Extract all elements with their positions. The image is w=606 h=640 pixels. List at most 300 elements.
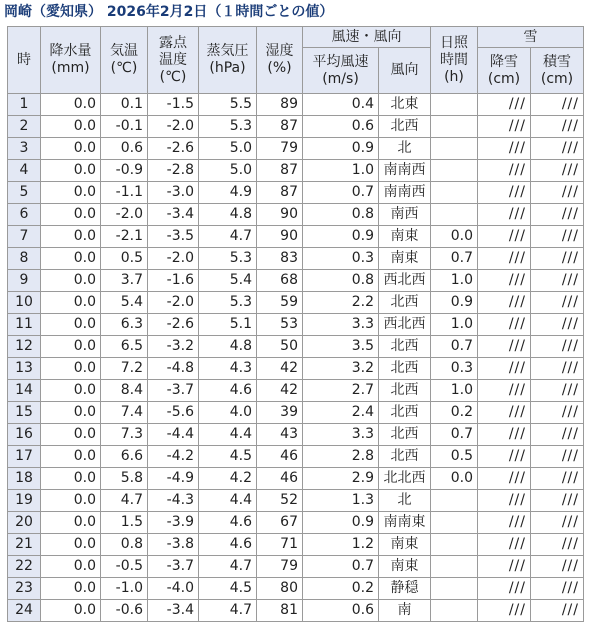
- sunshine-cell: [431, 160, 478, 182]
- wind-speed-cell: 0.2: [303, 578, 379, 600]
- sunshine-cell: [431, 490, 478, 512]
- humidity-cell: 43: [257, 424, 303, 446]
- sunshine-cell: [431, 600, 478, 622]
- dew-point-cell: -2.0: [148, 292, 199, 314]
- precipitation-cell: 0.0: [41, 468, 101, 490]
- sunshine-cell: 0.7: [431, 336, 478, 358]
- sunshine-cell: [431, 94, 478, 116]
- hour-cell: 11: [8, 314, 41, 336]
- dew-point-cell: -4.3: [148, 490, 199, 512]
- table-row: [8, 248, 584, 270]
- wind-direction-cell: 北東: [379, 94, 431, 116]
- snow-depth-cell: ///: [531, 270, 584, 292]
- wind-speed-cell: 0.6: [303, 600, 379, 622]
- dew-point-cell: -3.8: [148, 534, 199, 556]
- dew-point-cell: -4.4: [148, 424, 199, 446]
- humidity-cell: 87: [257, 116, 303, 138]
- wind-direction-cell: 西北西: [379, 270, 431, 292]
- snow-depth-cell: ///: [531, 600, 584, 622]
- wind-direction-cell: 静穏: [379, 578, 431, 600]
- hour-cell: 13: [8, 358, 41, 380]
- dew-point-cell: -4.8: [148, 358, 199, 380]
- humidity-cell: 83: [257, 248, 303, 270]
- temperature-cell: 0.5: [101, 248, 148, 270]
- table-row: [8, 138, 584, 160]
- snow-depth-cell: ///: [531, 358, 584, 380]
- precipitation-cell: 0.0: [41, 182, 101, 204]
- hour-cell: 19: [8, 490, 41, 512]
- wind-speed-cell: 0.8: [303, 204, 379, 226]
- humidity-cell: 90: [257, 204, 303, 226]
- temperature-cell: 4.7: [101, 490, 148, 512]
- precipitation-cell: 0.0: [41, 534, 101, 556]
- hour-cell: 23: [8, 578, 41, 600]
- table-row: [8, 534, 584, 556]
- temperature-cell: -0.9: [101, 160, 148, 182]
- table-row: [8, 490, 584, 512]
- temperature-cell: 1.5: [101, 512, 148, 534]
- table-row: [8, 160, 584, 182]
- snow-depth-cell: ///: [531, 160, 584, 182]
- hour-cell: 3: [8, 138, 41, 160]
- temperature-cell: 0.8: [101, 534, 148, 556]
- precipitation-cell: 0.0: [41, 446, 101, 468]
- snowfall-cell: ///: [478, 314, 531, 336]
- dew-point-cell: -1.6: [148, 270, 199, 292]
- header-snowfall: 降雪 (cm): [478, 48, 531, 94]
- table-row: [8, 116, 584, 138]
- wind-direction-cell: 南南西: [379, 160, 431, 182]
- precipitation-cell: 0.0: [41, 94, 101, 116]
- wind-direction-cell: 北西: [379, 380, 431, 402]
- snow-depth-cell: ///: [531, 424, 584, 446]
- page-title: 岡崎（愛知県） 2026年2月2日（１時間ごとの値）: [4, 4, 334, 20]
- wind-speed-cell: 3.2: [303, 358, 379, 380]
- wind-speed-cell: 2.9: [303, 468, 379, 490]
- snow-depth-cell: ///: [531, 556, 584, 578]
- humidity-cell: 42: [257, 358, 303, 380]
- vapor-pressure-cell: 4.7: [199, 556, 257, 578]
- humidity-cell: 80: [257, 578, 303, 600]
- vapor-pressure-cell: 5.0: [199, 138, 257, 160]
- snowfall-cell: ///: [478, 600, 531, 622]
- temperature-cell: 3.7: [101, 270, 148, 292]
- sunshine-cell: [431, 116, 478, 138]
- temperature-cell: -0.6: [101, 600, 148, 622]
- snowfall-cell: ///: [478, 248, 531, 270]
- wind-direction-cell: 北西: [379, 292, 431, 314]
- hourly-observation-table: [7, 26, 584, 622]
- table-row: [8, 226, 584, 248]
- wind-speed-cell: 2.7: [303, 380, 379, 402]
- wind-speed-cell: 2.2: [303, 292, 379, 314]
- vapor-pressure-cell: 4.4: [199, 490, 257, 512]
- sunshine-cell: 0.3: [431, 358, 478, 380]
- snowfall-cell: ///: [478, 94, 531, 116]
- wind-speed-cell: 0.9: [303, 226, 379, 248]
- vapor-pressure-cell: 5.5: [199, 94, 257, 116]
- sunshine-cell: 0.0: [431, 468, 478, 490]
- header-humidity: 湿度 (%): [257, 27, 303, 94]
- temperature-cell: -1.0: [101, 578, 148, 600]
- snowfall-cell: ///: [478, 490, 531, 512]
- vapor-pressure-cell: 4.9: [199, 182, 257, 204]
- sunshine-cell: 1.0: [431, 314, 478, 336]
- header-snow-group: 雪: [478, 27, 584, 48]
- table-row: [8, 468, 584, 490]
- table-row: [8, 512, 584, 534]
- snowfall-cell: ///: [478, 446, 531, 468]
- humidity-cell: 46: [257, 468, 303, 490]
- sunshine-cell: 0.0: [431, 226, 478, 248]
- wind-speed-cell: 0.9: [303, 138, 379, 160]
- hour-cell: 17: [8, 446, 41, 468]
- wind-speed-cell: 0.8: [303, 270, 379, 292]
- snowfall-cell: ///: [478, 468, 531, 490]
- precipitation-cell: 0.0: [41, 600, 101, 622]
- precipitation-cell: 0.0: [41, 556, 101, 578]
- snowfall-cell: ///: [478, 424, 531, 446]
- temperature-cell: -2.0: [101, 204, 148, 226]
- header-sunshine: 日照 時間 (h): [431, 27, 478, 94]
- snow-depth-cell: ///: [531, 226, 584, 248]
- precipitation-cell: 0.0: [41, 248, 101, 270]
- vapor-pressure-cell: 5.1: [199, 314, 257, 336]
- humidity-cell: 81: [257, 600, 303, 622]
- precipitation-cell: 0.0: [41, 336, 101, 358]
- table-row: [8, 380, 584, 402]
- precipitation-cell: 0.0: [41, 270, 101, 292]
- snowfall-cell: ///: [478, 556, 531, 578]
- hour-cell: 7: [8, 226, 41, 248]
- wind-direction-cell: 西北西: [379, 314, 431, 336]
- temperature-cell: 0.6: [101, 138, 148, 160]
- snowfall-cell: ///: [478, 402, 531, 424]
- wind-direction-cell: 北西: [379, 358, 431, 380]
- sunshine-cell: 0.9: [431, 292, 478, 314]
- hour-cell: 5: [8, 182, 41, 204]
- vapor-pressure-cell: 4.8: [199, 336, 257, 358]
- dew-point-cell: -4.9: [148, 468, 199, 490]
- humidity-cell: 59: [257, 292, 303, 314]
- dew-point-cell: -2.6: [148, 138, 199, 160]
- hour-cell: 24: [8, 600, 41, 622]
- table-row: [8, 578, 584, 600]
- vapor-pressure-cell: 5.0: [199, 160, 257, 182]
- dew-point-cell: -1.5: [148, 94, 199, 116]
- snow-depth-cell: ///: [531, 512, 584, 534]
- wind-speed-cell: 2.4: [303, 402, 379, 424]
- hour-cell: 4: [8, 160, 41, 182]
- vapor-pressure-cell: 4.0: [199, 402, 257, 424]
- snow-depth-cell: ///: [531, 292, 584, 314]
- sunshine-cell: [431, 556, 478, 578]
- hour-cell: 2: [8, 116, 41, 138]
- snow-depth-cell: ///: [531, 336, 584, 358]
- snowfall-cell: ///: [478, 534, 531, 556]
- wind-speed-cell: 3.3: [303, 314, 379, 336]
- humidity-cell: 79: [257, 138, 303, 160]
- snowfall-cell: ///: [478, 204, 531, 226]
- snowfall-cell: ///: [478, 512, 531, 534]
- header-temperature: 気温 (℃): [101, 27, 148, 94]
- sunshine-cell: 0.5: [431, 446, 478, 468]
- snowfall-cell: ///: [478, 336, 531, 358]
- temperature-cell: -1.1: [101, 182, 148, 204]
- vapor-pressure-cell: 4.3: [199, 358, 257, 380]
- snowfall-cell: ///: [478, 270, 531, 292]
- snow-depth-cell: ///: [531, 314, 584, 336]
- snow-depth-cell: ///: [531, 446, 584, 468]
- hour-cell: 6: [8, 204, 41, 226]
- sunshine-cell: [431, 578, 478, 600]
- table-row: [8, 336, 584, 358]
- vapor-pressure-cell: 4.6: [199, 380, 257, 402]
- table-row: [8, 556, 584, 578]
- wind-speed-cell: 3.5: [303, 336, 379, 358]
- vapor-pressure-cell: 5.3: [199, 116, 257, 138]
- wind-speed-cell: 1.3: [303, 490, 379, 512]
- dew-point-cell: -4.2: [148, 446, 199, 468]
- precipitation-cell: 0.0: [41, 578, 101, 600]
- wind-direction-cell: 南東: [379, 248, 431, 270]
- vapor-pressure-cell: 4.6: [199, 512, 257, 534]
- hour-cell: 1: [8, 94, 41, 116]
- temperature-cell: -0.1: [101, 116, 148, 138]
- precipitation-cell: 0.0: [41, 226, 101, 248]
- table-row: [8, 270, 584, 292]
- precipitation-cell: 0.0: [41, 490, 101, 512]
- sunshine-cell: [431, 182, 478, 204]
- temperature-cell: 7.2: [101, 358, 148, 380]
- dew-point-cell: -4.0: [148, 578, 199, 600]
- wind-direction-cell: 南東: [379, 534, 431, 556]
- wind-direction-cell: 北西: [379, 116, 431, 138]
- hour-cell: 10: [8, 292, 41, 314]
- temperature-cell: 6.6: [101, 446, 148, 468]
- precipitation-cell: 0.0: [41, 204, 101, 226]
- table-row: [8, 600, 584, 622]
- sunshine-cell: [431, 534, 478, 556]
- sunshine-cell: 0.7: [431, 424, 478, 446]
- humidity-cell: 71: [257, 534, 303, 556]
- vapor-pressure-cell: 5.3: [199, 248, 257, 270]
- table-row: [8, 182, 584, 204]
- header-wind-direction: 風向: [379, 48, 431, 94]
- precipitation-cell: 0.0: [41, 424, 101, 446]
- snowfall-cell: ///: [478, 292, 531, 314]
- snowfall-cell: ///: [478, 578, 531, 600]
- hour-cell: 8: [8, 248, 41, 270]
- table-row: [8, 94, 584, 116]
- precipitation-cell: 0.0: [41, 292, 101, 314]
- header-dew-point: 露点 温度 (℃): [148, 27, 199, 94]
- sunshine-cell: [431, 512, 478, 534]
- wind-speed-cell: 0.7: [303, 182, 379, 204]
- hour-cell: 16: [8, 424, 41, 446]
- table-row: [8, 204, 584, 226]
- snow-depth-cell: ///: [531, 204, 584, 226]
- wind-direction-cell: 南南東: [379, 512, 431, 534]
- humidity-cell: 42: [257, 380, 303, 402]
- wind-direction-cell: 北西: [379, 424, 431, 446]
- wind-direction-cell: 南東: [379, 556, 431, 578]
- header-snow-depth: 積雪 (cm): [531, 48, 584, 94]
- sunshine-cell: [431, 138, 478, 160]
- temperature-cell: 7.4: [101, 402, 148, 424]
- wind-speed-cell: 3.3: [303, 424, 379, 446]
- snow-depth-cell: ///: [531, 534, 584, 556]
- humidity-cell: 79: [257, 556, 303, 578]
- vapor-pressure-cell: 4.8: [199, 204, 257, 226]
- precipitation-cell: 0.0: [41, 160, 101, 182]
- precipitation-cell: 0.0: [41, 138, 101, 160]
- dew-point-cell: -3.7: [148, 556, 199, 578]
- header-wind-group: 風速・風向: [303, 27, 431, 48]
- humidity-cell: 46: [257, 446, 303, 468]
- table-row: [8, 292, 584, 314]
- sunshine-cell: 1.0: [431, 270, 478, 292]
- wind-direction-cell: 北北西: [379, 468, 431, 490]
- snow-depth-cell: ///: [531, 490, 584, 512]
- hour-cell: 20: [8, 512, 41, 534]
- table-row: [8, 358, 584, 380]
- dew-point-cell: -3.4: [148, 204, 199, 226]
- temperature-cell: 7.3: [101, 424, 148, 446]
- hour-cell: 12: [8, 336, 41, 358]
- vapor-pressure-cell: 4.5: [199, 446, 257, 468]
- vapor-pressure-cell: 4.7: [199, 600, 257, 622]
- dew-point-cell: -3.2: [148, 336, 199, 358]
- wind-speed-cell: 0.4: [303, 94, 379, 116]
- dew-point-cell: -2.6: [148, 314, 199, 336]
- precipitation-cell: 0.0: [41, 314, 101, 336]
- dew-point-cell: -2.0: [148, 248, 199, 270]
- wind-direction-cell: 南西: [379, 204, 431, 226]
- humidity-cell: 90: [257, 226, 303, 248]
- humidity-cell: 53: [257, 314, 303, 336]
- snow-depth-cell: ///: [531, 468, 584, 490]
- vapor-pressure-cell: 5.4: [199, 270, 257, 292]
- wind-direction-cell: 北: [379, 490, 431, 512]
- temperature-cell: 8.4: [101, 380, 148, 402]
- snow-depth-cell: ///: [531, 248, 584, 270]
- table-row: [8, 314, 584, 336]
- wind-direction-cell: 北西: [379, 336, 431, 358]
- precipitation-cell: 0.0: [41, 512, 101, 534]
- temperature-cell: -0.5: [101, 556, 148, 578]
- vapor-pressure-cell: 4.4: [199, 424, 257, 446]
- temperature-cell: -2.1: [101, 226, 148, 248]
- humidity-cell: 67: [257, 512, 303, 534]
- header-vapor-pressure: 蒸気圧 (hPa): [199, 27, 257, 94]
- table-row: [8, 446, 584, 468]
- precipitation-cell: 0.0: [41, 116, 101, 138]
- dew-point-cell: -5.6: [148, 402, 199, 424]
- snowfall-cell: ///: [478, 380, 531, 402]
- table-row: [8, 402, 584, 424]
- snowfall-cell: ///: [478, 160, 531, 182]
- dew-point-cell: -3.5: [148, 226, 199, 248]
- wind-speed-cell: 1.2: [303, 534, 379, 556]
- wind-speed-cell: 0.9: [303, 512, 379, 534]
- humidity-cell: 87: [257, 182, 303, 204]
- precipitation-cell: 0.0: [41, 402, 101, 424]
- temperature-cell: 0.1: [101, 94, 148, 116]
- hour-cell: 9: [8, 270, 41, 292]
- table-header: [8, 27, 584, 94]
- wind-direction-cell: 北西: [379, 446, 431, 468]
- hour-cell: 21: [8, 534, 41, 556]
- dew-point-cell: -3.9: [148, 512, 199, 534]
- hour-cell: 18: [8, 468, 41, 490]
- sunshine-cell: [431, 204, 478, 226]
- table-body: [8, 94, 584, 622]
- snow-depth-cell: ///: [531, 94, 584, 116]
- temperature-cell: 5.8: [101, 468, 148, 490]
- humidity-cell: 50: [257, 336, 303, 358]
- dew-point-cell: -3.0: [148, 182, 199, 204]
- wind-speed-cell: 0.6: [303, 116, 379, 138]
- snow-depth-cell: ///: [531, 138, 584, 160]
- snow-depth-cell: ///: [531, 116, 584, 138]
- vapor-pressure-cell: 4.5: [199, 578, 257, 600]
- precipitation-cell: 0.0: [41, 358, 101, 380]
- snowfall-cell: ///: [478, 138, 531, 160]
- header-precipitation: 降水量 (mm): [41, 27, 101, 94]
- humidity-cell: 89: [257, 94, 303, 116]
- humidity-cell: 87: [257, 160, 303, 182]
- sunshine-cell: 0.7: [431, 248, 478, 270]
- snowfall-cell: ///: [478, 358, 531, 380]
- dew-point-cell: -2.8: [148, 160, 199, 182]
- hour-cell: 22: [8, 556, 41, 578]
- hour-cell: 15: [8, 402, 41, 424]
- vapor-pressure-cell: 4.6: [199, 534, 257, 556]
- snow-depth-cell: ///: [531, 380, 584, 402]
- wind-direction-cell: 南: [379, 600, 431, 622]
- snowfall-cell: ///: [478, 182, 531, 204]
- snow-depth-cell: ///: [531, 578, 584, 600]
- table-row: [8, 424, 584, 446]
- snowfall-cell: ///: [478, 226, 531, 248]
- vapor-pressure-cell: 5.3: [199, 292, 257, 314]
- vapor-pressure-cell: 4.7: [199, 226, 257, 248]
- sunshine-cell: 1.0: [431, 380, 478, 402]
- temperature-cell: 6.5: [101, 336, 148, 358]
- wind-direction-cell: 北: [379, 138, 431, 160]
- wind-speed-cell: 0.7: [303, 556, 379, 578]
- header-wind-speed: 平均風速 (m/s): [303, 48, 379, 94]
- snowfall-cell: ///: [478, 116, 531, 138]
- wind-direction-cell: 北西: [379, 402, 431, 424]
- humidity-cell: 39: [257, 402, 303, 424]
- hour-cell: 14: [8, 380, 41, 402]
- wind-speed-cell: 1.0: [303, 160, 379, 182]
- dew-point-cell: -2.0: [148, 116, 199, 138]
- dew-point-cell: -3.7: [148, 380, 199, 402]
- wind-direction-cell: 南南西: [379, 182, 431, 204]
- humidity-cell: 52: [257, 490, 303, 512]
- temperature-cell: 5.4: [101, 292, 148, 314]
- wind-speed-cell: 0.3: [303, 248, 379, 270]
- temperature-cell: 6.3: [101, 314, 148, 336]
- snow-depth-cell: ///: [531, 402, 584, 424]
- sunshine-cell: 0.2: [431, 402, 478, 424]
- wind-speed-cell: 2.8: [303, 446, 379, 468]
- humidity-cell: 68: [257, 270, 303, 292]
- dew-point-cell: -3.4: [148, 600, 199, 622]
